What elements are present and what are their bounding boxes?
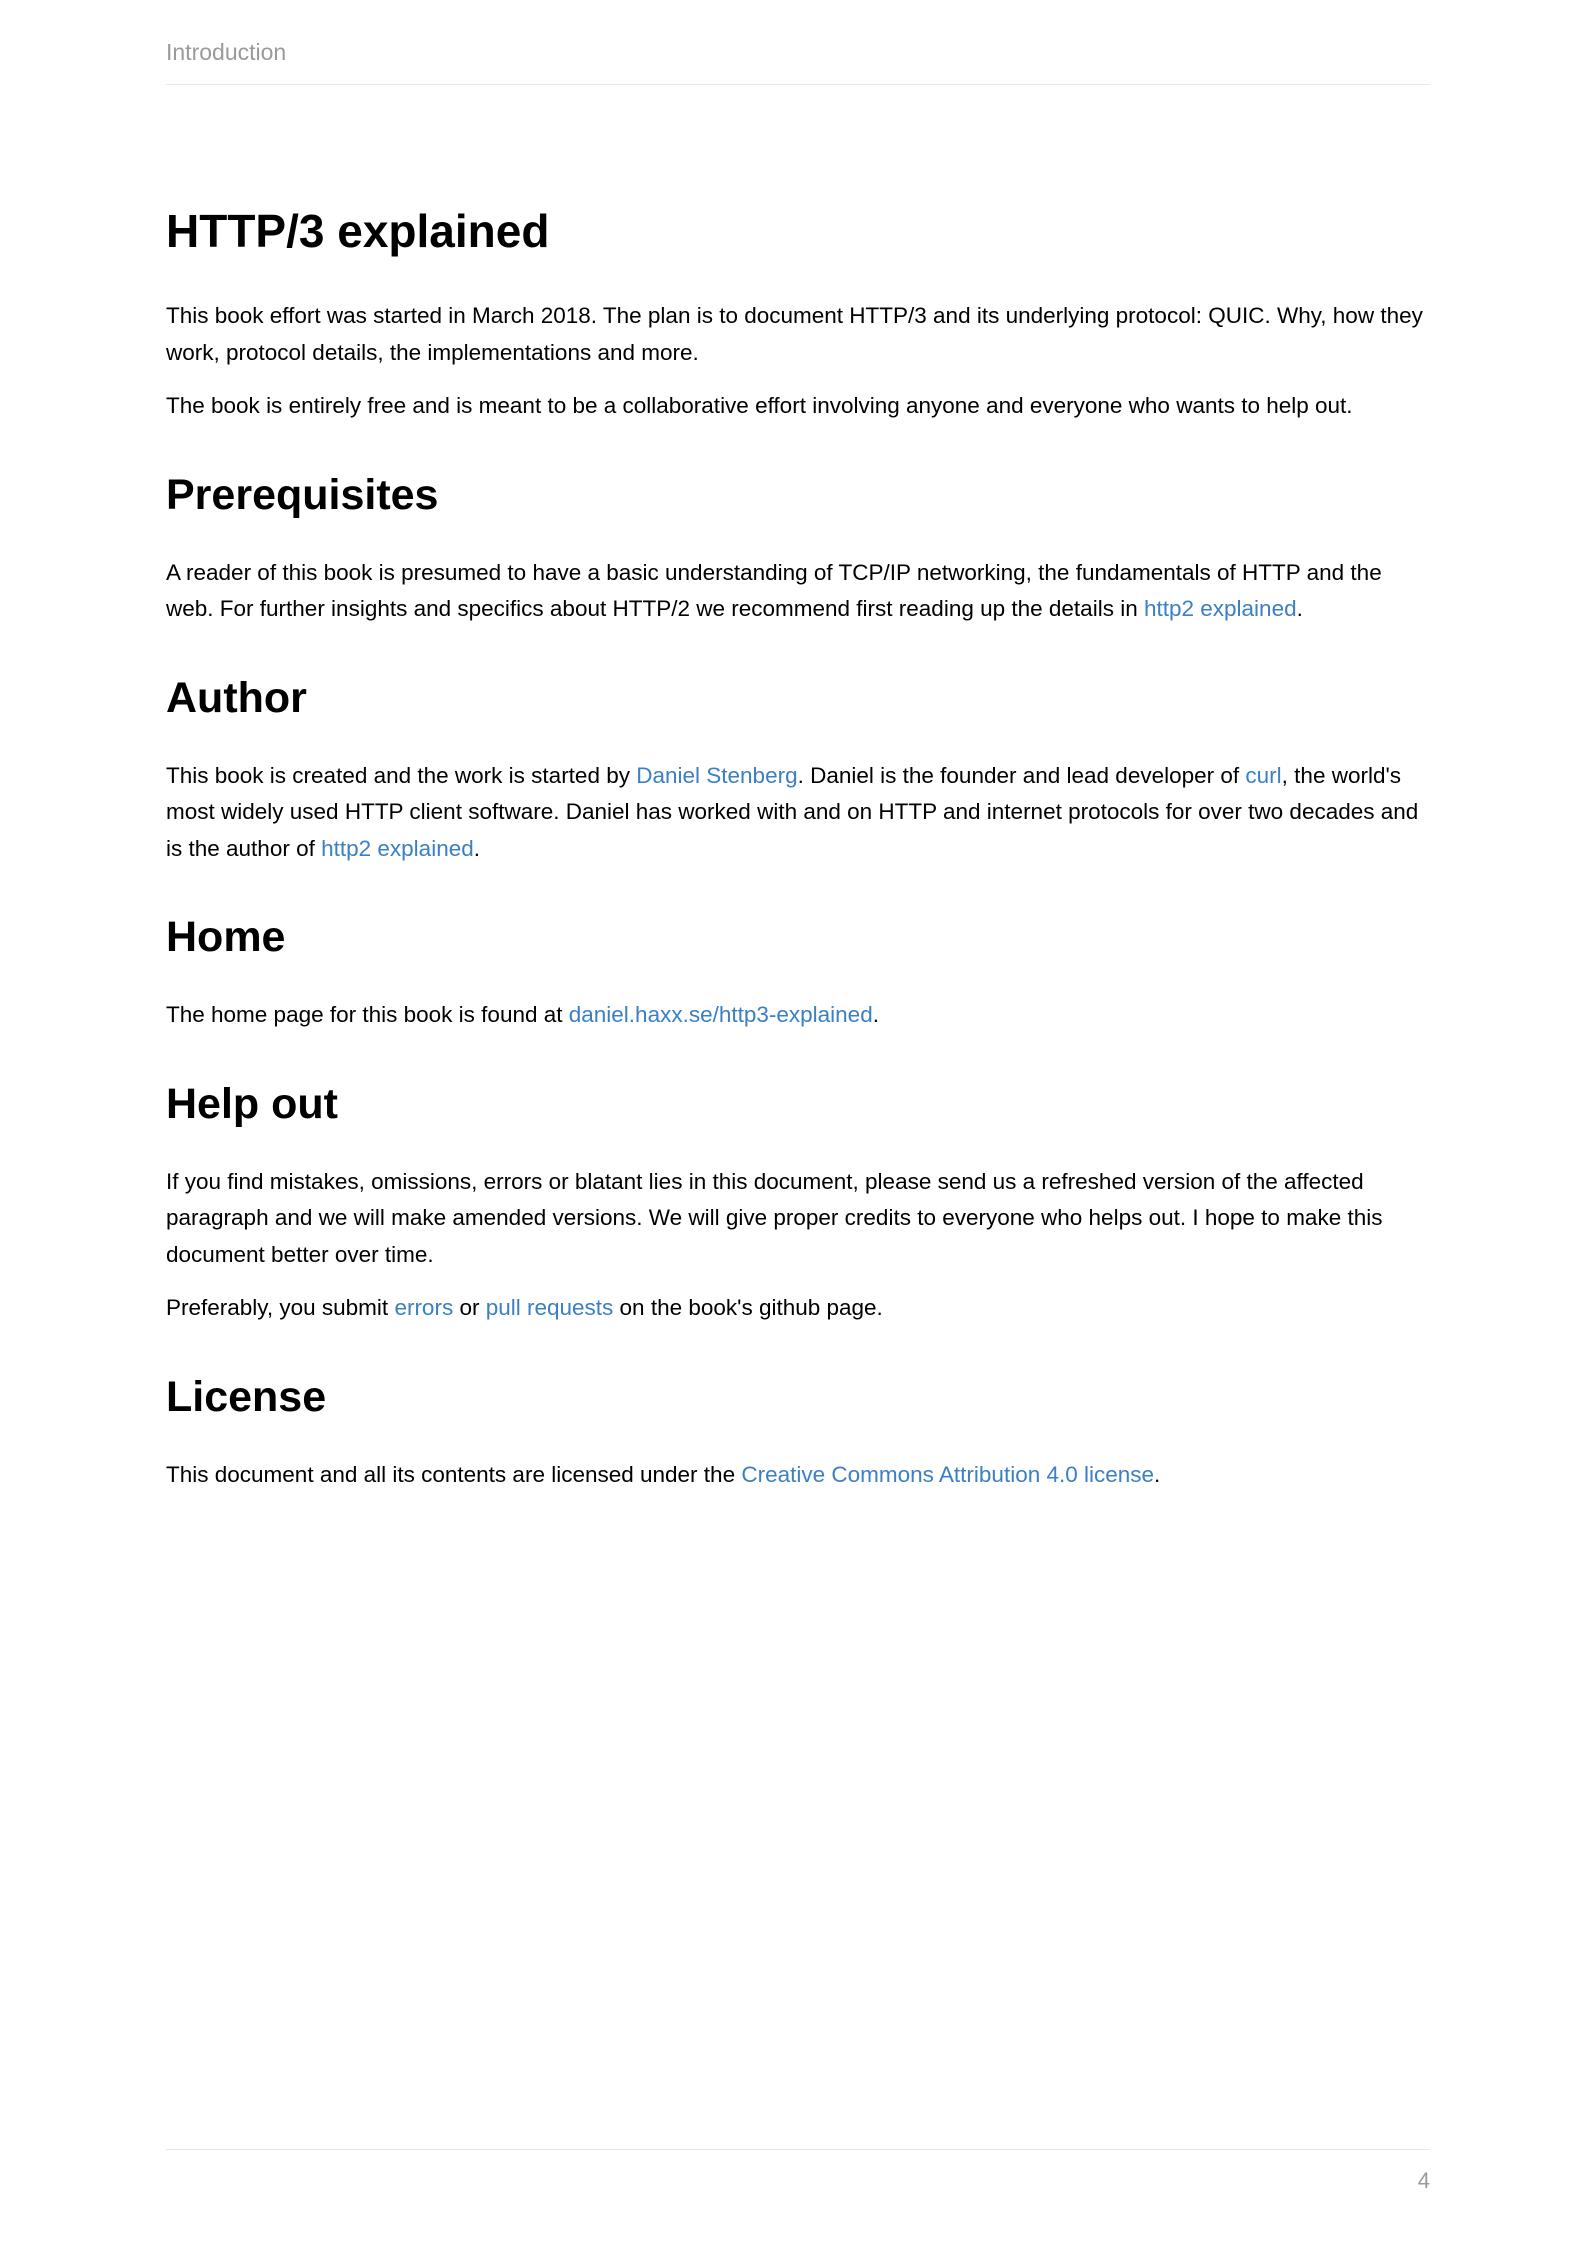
author-paragraph bbox=[166, 758, 1430, 868]
help-text-3: on the book's github page. bbox=[613, 1295, 883, 1320]
footer-divider bbox=[166, 2149, 1430, 2150]
running-header: Introduction bbox=[166, 39, 287, 65]
license-link[interactable]: Creative Commons Attribution 4.0 license bbox=[741, 1461, 1155, 1487]
help-out-heading: Help out bbox=[166, 1079, 338, 1128]
prerequisites-text-end: . bbox=[1296, 596, 1303, 621]
http2-explained-link[interactable]: http2 explained bbox=[1143, 596, 1297, 621]
page-title: HTTP/3 explained bbox=[166, 205, 550, 257]
author-text-1: This book is created and the work is started by bbox=[166, 762, 637, 788]
author-http2-explained-link[interactable]: http2 explained bbox=[321, 835, 474, 861]
license-paragraph bbox=[166, 1457, 1430, 1494]
home-heading: Home bbox=[166, 913, 286, 961]
daniel-stenberg-link[interactable]: Daniel Stenberg bbox=[636, 762, 798, 788]
home-text-end: . bbox=[872, 1002, 879, 1027]
help-paragraph-1: If you find mistakes, omissions, errors or blatant lies in this document, please send us a refreshed version of the affected paragraph and we will make amended versions. We will give proper credits to everyone who helps out. I hope to make this document better over time. bbox=[166, 1168, 1383, 1267]
document-page bbox=[166, 0, 1430, 2244]
prerequisites-text: A reader of this book is presumed to have a basic understanding of TCP/IP networking, the fundamentals of HTTP and the web. For further insights and specifics about HTTP/2 we recommend first reading up the details in bbox=[166, 559, 1382, 621]
help-paragraph-2 bbox=[166, 1290, 1430, 1327]
pull-requests-link[interactable]: pull requests bbox=[485, 1295, 614, 1320]
intro-paragraph-1: This book effort was started in March 2018. The plan is to document HTTP/3 and its underlying protocol: QUIC. Why, how they work, protocol details, the implementations and more. bbox=[166, 303, 1423, 365]
errors-link[interactable]: errors bbox=[394, 1295, 454, 1320]
header-divider bbox=[166, 84, 1430, 85]
home-text: The home page for this book is found at bbox=[166, 1002, 569, 1027]
author-text-4: . bbox=[473, 835, 480, 861]
author-text-3: , the world's most widely used HTTP client software. Daniel has worked with and on HTTP and internet protocols for over two decades and is the author of bbox=[166, 762, 1419, 861]
help-text-1: Preferably, you submit bbox=[166, 1295, 395, 1320]
author-heading: Author bbox=[166, 673, 307, 722]
prerequisites-paragraph bbox=[166, 555, 1430, 628]
page-content bbox=[166, 196, 1430, 1510]
intro-paragraph-2: The book is entirely free and is meant to be a collaborative effort involving anyone and everyone who wants to help out. bbox=[166, 393, 1353, 418]
license-text: This document and all its contents are licensed under the bbox=[166, 1461, 742, 1487]
license-heading: License bbox=[166, 1372, 327, 1421]
help-text-2: or bbox=[453, 1295, 486, 1320]
license-text-end: . bbox=[1154, 1461, 1161, 1487]
curl-link[interactable]: curl bbox=[1245, 762, 1282, 788]
page-number: 4 bbox=[1417, 2168, 1430, 2193]
home-paragraph bbox=[166, 997, 1430, 1034]
author-text-2: . Daniel is the founder and lead developer of bbox=[797, 762, 1246, 788]
home-page-link[interactable]: daniel.haxx.se/http3-explained bbox=[568, 1002, 873, 1027]
prerequisites-heading: Prerequisites bbox=[166, 470, 439, 519]
